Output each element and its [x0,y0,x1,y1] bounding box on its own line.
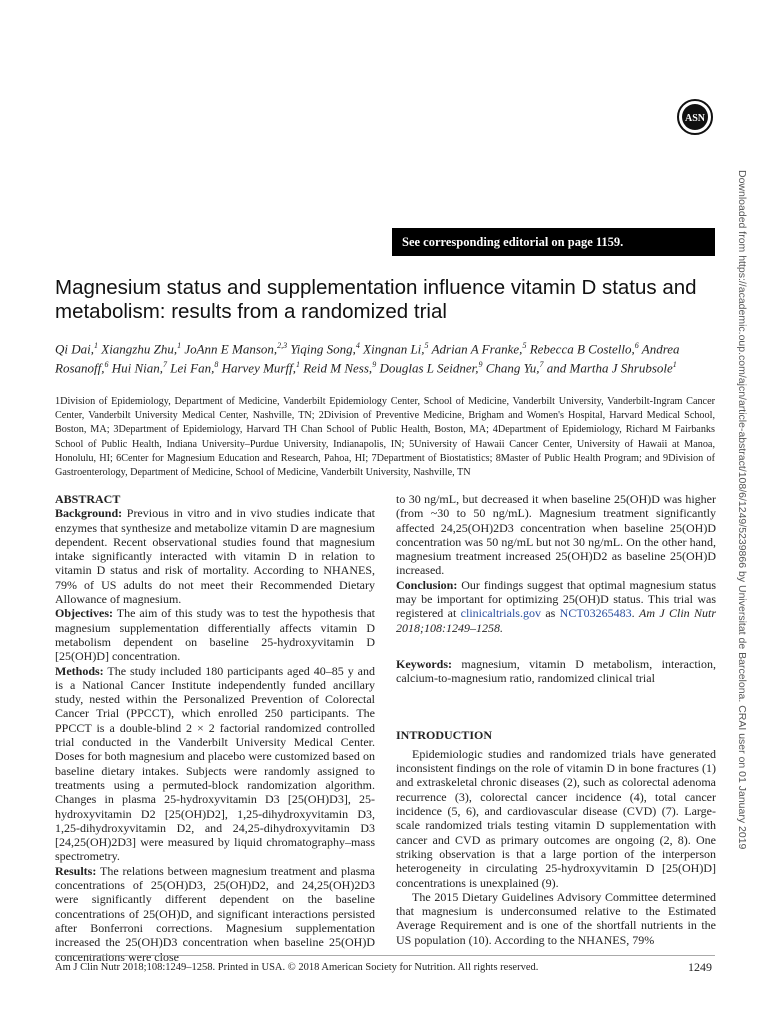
author-list [55,338,715,376]
author-name: Douglas L Seidner, [379,360,479,376]
objectives-text: The aim of this study was to test the hypothesis that magnesium supplementation differentially affects vitamin D metabolism dependent on baseline 25-hydroxyvitamin D [25(OH)D] concentration. [55,606,375,664]
editorial-banner[interactable]: See corresponding editorial on page 1159. [392,228,715,256]
abstract-results [55,864,375,964]
author-affiliation-mark: 1 [295,359,300,369]
introduction-heading: INTRODUCTION [396,727,493,742]
author-name: Reid M Ness, [303,360,373,376]
abstract-conclusion: Conclusion: Our findings suggest that optimal magnesium status may be important for optimizing 25(OH)D status. This trial was registered at clinicaltrials.gov as NCT03265483. Am J Clin Nutr 2018;108:1249–1258. [396,577,717,635]
affiliations: 1Division of Epidemiology, Department of Medicine, Vanderbilt Epidemiology Center, School of Medicine, Vanderbilt University, Vanderbilt-Ingram Cancer Center, Vanderbilt University Medical Center, Nashville, TN; 2Division of Preventive Medicine, Brigham and Women's Hospital, Harvard Medical School, Boston, MA; 3Department of Epidemiology, Harvard TH Chan School of Public Health, Boston, MA; 4Department of Epidemiology, Richard M Fairbanks School of Public Health, Indiana University–Purdue University, Indianapolis, IN; 5University of Hawaii Cancer Center, University of Hawaii at Manoa, Honolulu, HI; 6Center for Magnesium Education and Research, Pahoa, HI; 7Department of Biostatistics; 8Master of Public Health Program; and 9Division of Gastroenterology, Department of Medicine, School of Medicine, Vanderbilt University, Nashville, TN [55,396,715,479]
keywords-label: Keywords: [396,656,452,671]
author-name: Hui Nian, [111,360,164,376]
abstract-methods [55,664,375,864]
abstract-objectives [55,606,375,663]
author-affiliation-mark: 8 [214,359,219,369]
author-affiliation-mark: 5 [522,341,527,350]
methods-label: Methods: [55,663,104,678]
keywords-text: magnesium, vitamin D metabolism, interaction, calcium-to-magnesium ratio, randomized clinical trial [396,656,716,686]
background-label: Background: [55,506,123,521]
logo-text: ASN [684,113,706,124]
intro-paragraph-2: The 2015 Dietary Guidelines Advisory Committee determined that magnesium is underconsumed relative to the Estimated Average Requirement and is one of the shortfall nutrients in the US population (10). According to the NHANES, 79% [396,889,716,947]
footer-citation: Am J Clin Nutr 2018;108:1249–1258. Printed in USA. © 2018 American Society for Nutrition. All rights reserved. [55,962,539,973]
author-name: JoAnn E Manson, [184,341,278,357]
author-affiliation-mark: 2,3 [277,341,288,350]
background-text: Previous in vitro and in vivo studies indicate that enzymes that synthesize and metabolize vitamin D are magnesium dependent. Recent observational studies found that magnesium intake significantly interacted with vitamin D in relation to vitamin D status and risk of mortality. According to NHANES, 79% of US adults do not meet their Recommended Dietary Allowance of magnesium. [55,506,375,607]
page-number: 1249 [688,960,712,974]
author-name: Adrian A Franke, [431,341,523,357]
objectives-label: Objectives: [55,606,113,621]
download-sidebar: Downloaded from https://academic.oup.com/ajcn/article-abstract/108/6/1249/5239866 by Universitat de Barcelona. CRAI user on 01 January 2019 [736,170,748,850]
clinicaltrials-link[interactable]: clinicaltrials.gov [460,606,541,621]
intro-paragraph-1: Epidemiologic studies and randomized trials have generated inconsistent findings on the role of vitamin D in bone fractures (1) and extraskeletal chronic diseases (2), such as colorectal adenoma recurrence (3), colorectal cancer incidence (4), total cancer incidence (5, 6), and cardiovascular disease (CVD) (7). Large-scale randomized trials testing vitamin D supplementation with cancer and CVD as primary outcomes are ongoing (2, 8). One striking observation is that a large portion of the interperson heterogeneity in circulating 25-hydroxyvitamin D [25(OH)D] concentrations is unexplained (9). [396,746,716,890]
article-title: Magnesium status and supplementation influence vitamin D status and metabolism: results from a randomized trial [55,276,697,323]
author-affiliation-mark: 6 [104,359,109,369]
author-affiliation-mark: 1 [672,359,677,369]
author-name: Chang Yu, [485,360,540,376]
author-affiliation-mark: 6 [634,341,639,350]
results-label: Results: [55,863,97,878]
author-affiliation-mark: 5 [424,341,429,350]
abstract-background [55,506,375,606]
results-text: The relations between magnesium treatment and plasma concentrations of 25(OH)D3, 25(OH)D2, and 24,25(OH)2D3 were significantly different dependent on the baseline concentrations of 25(OH)D, and significant interactions persisted after Bonferroni corrections. Magnesium supplementation increased the 25(OH)D3 concentration when baseline 25(OH)D concentrations were close [55,863,375,964]
author-name: and Martha J Shrubsole [546,360,673,376]
author-affiliation-mark: 9 [478,359,483,369]
as-text: as [545,606,556,621]
asn-logo [676,98,714,136]
author-affiliation-mark: 1 [177,341,182,350]
conclusion-text: Our findings suggest that optimal magnesium status may be important for optimizing 25(OH)D status. This trial was registered at [396,577,717,621]
author-name: Andrea Rosanoff, [55,341,680,376]
author-name: Harvey Murff, [221,360,296,376]
author-affiliation-mark: 1 [94,341,98,350]
author-name: Rebecca B Costello, [529,341,635,357]
author-name: Yiqing Song, [290,341,356,357]
author-affiliation-mark: 9 [372,359,377,369]
conclusion-label: Conclusion: [396,577,458,592]
footer-divider [55,955,715,956]
keywords [396,657,716,686]
author-name: Qi Dai, [55,341,94,357]
left-column [55,492,375,964]
author-name: Xiangzhu Zhu, [101,341,178,357]
author-affiliation-mark: 7 [539,359,544,369]
author-affiliation-mark: 7 [163,359,168,369]
author-name: Xingnan Li, [363,341,425,357]
right-column [396,492,716,947]
results-continued: to 30 ng/mL, but decreased it when baseline 25(OH)D was higher (from ~30 to 50 ng/mL). Magnesium treatment significantly affected 24,25(OH)2D3 concentration when baseline 25(OH)D concentration was 50 ng/mL but not 30 ng/mL. On the other hand, magnesium treatment increased 25(OH)D2 as baseline 25(OH)D increased. [396,492,716,578]
author-name: Lei Fan, [170,360,215,376]
abstract-heading: ABSTRACT [55,492,121,506]
author-affiliation-mark: 4 [355,341,360,350]
citation: Am J Clin Nutr 2018;108:1249–1258. [396,606,717,635]
trial-id-link[interactable]: NCT03265483 [559,606,632,621]
methods-text: The study included 180 participants aged 40–85 y and is a National Cancer Institute independently funded ancillary study, nested within the Personalized Prevention of Colorectal Cancer Trial (PPCCT), which enrolled 250 participants. The PPCCT is a double-blind 2 × 2 factorial randomized controlled trial conducted in the Vanderbilt University Medical Center. Doses for both magnesium and placebo were customized based on baseline dietary intakes. Subjects were randomly assigned to treatments using a permuted-block randomization algorithm. Changes in plasma 25-hydroxyvitamin D3 [25(OH)D3], 25-hydroxyvitamin D2 [25(OH)D2], 1,25-dihydroxyvitamin D3, 1,25-dihydroxyvitamin D2, and 24,25-dihydroxyvitamin D3 [24,25(OH)2D3] were measured by liquid chromatography–mass spectrometry. [55,663,375,864]
